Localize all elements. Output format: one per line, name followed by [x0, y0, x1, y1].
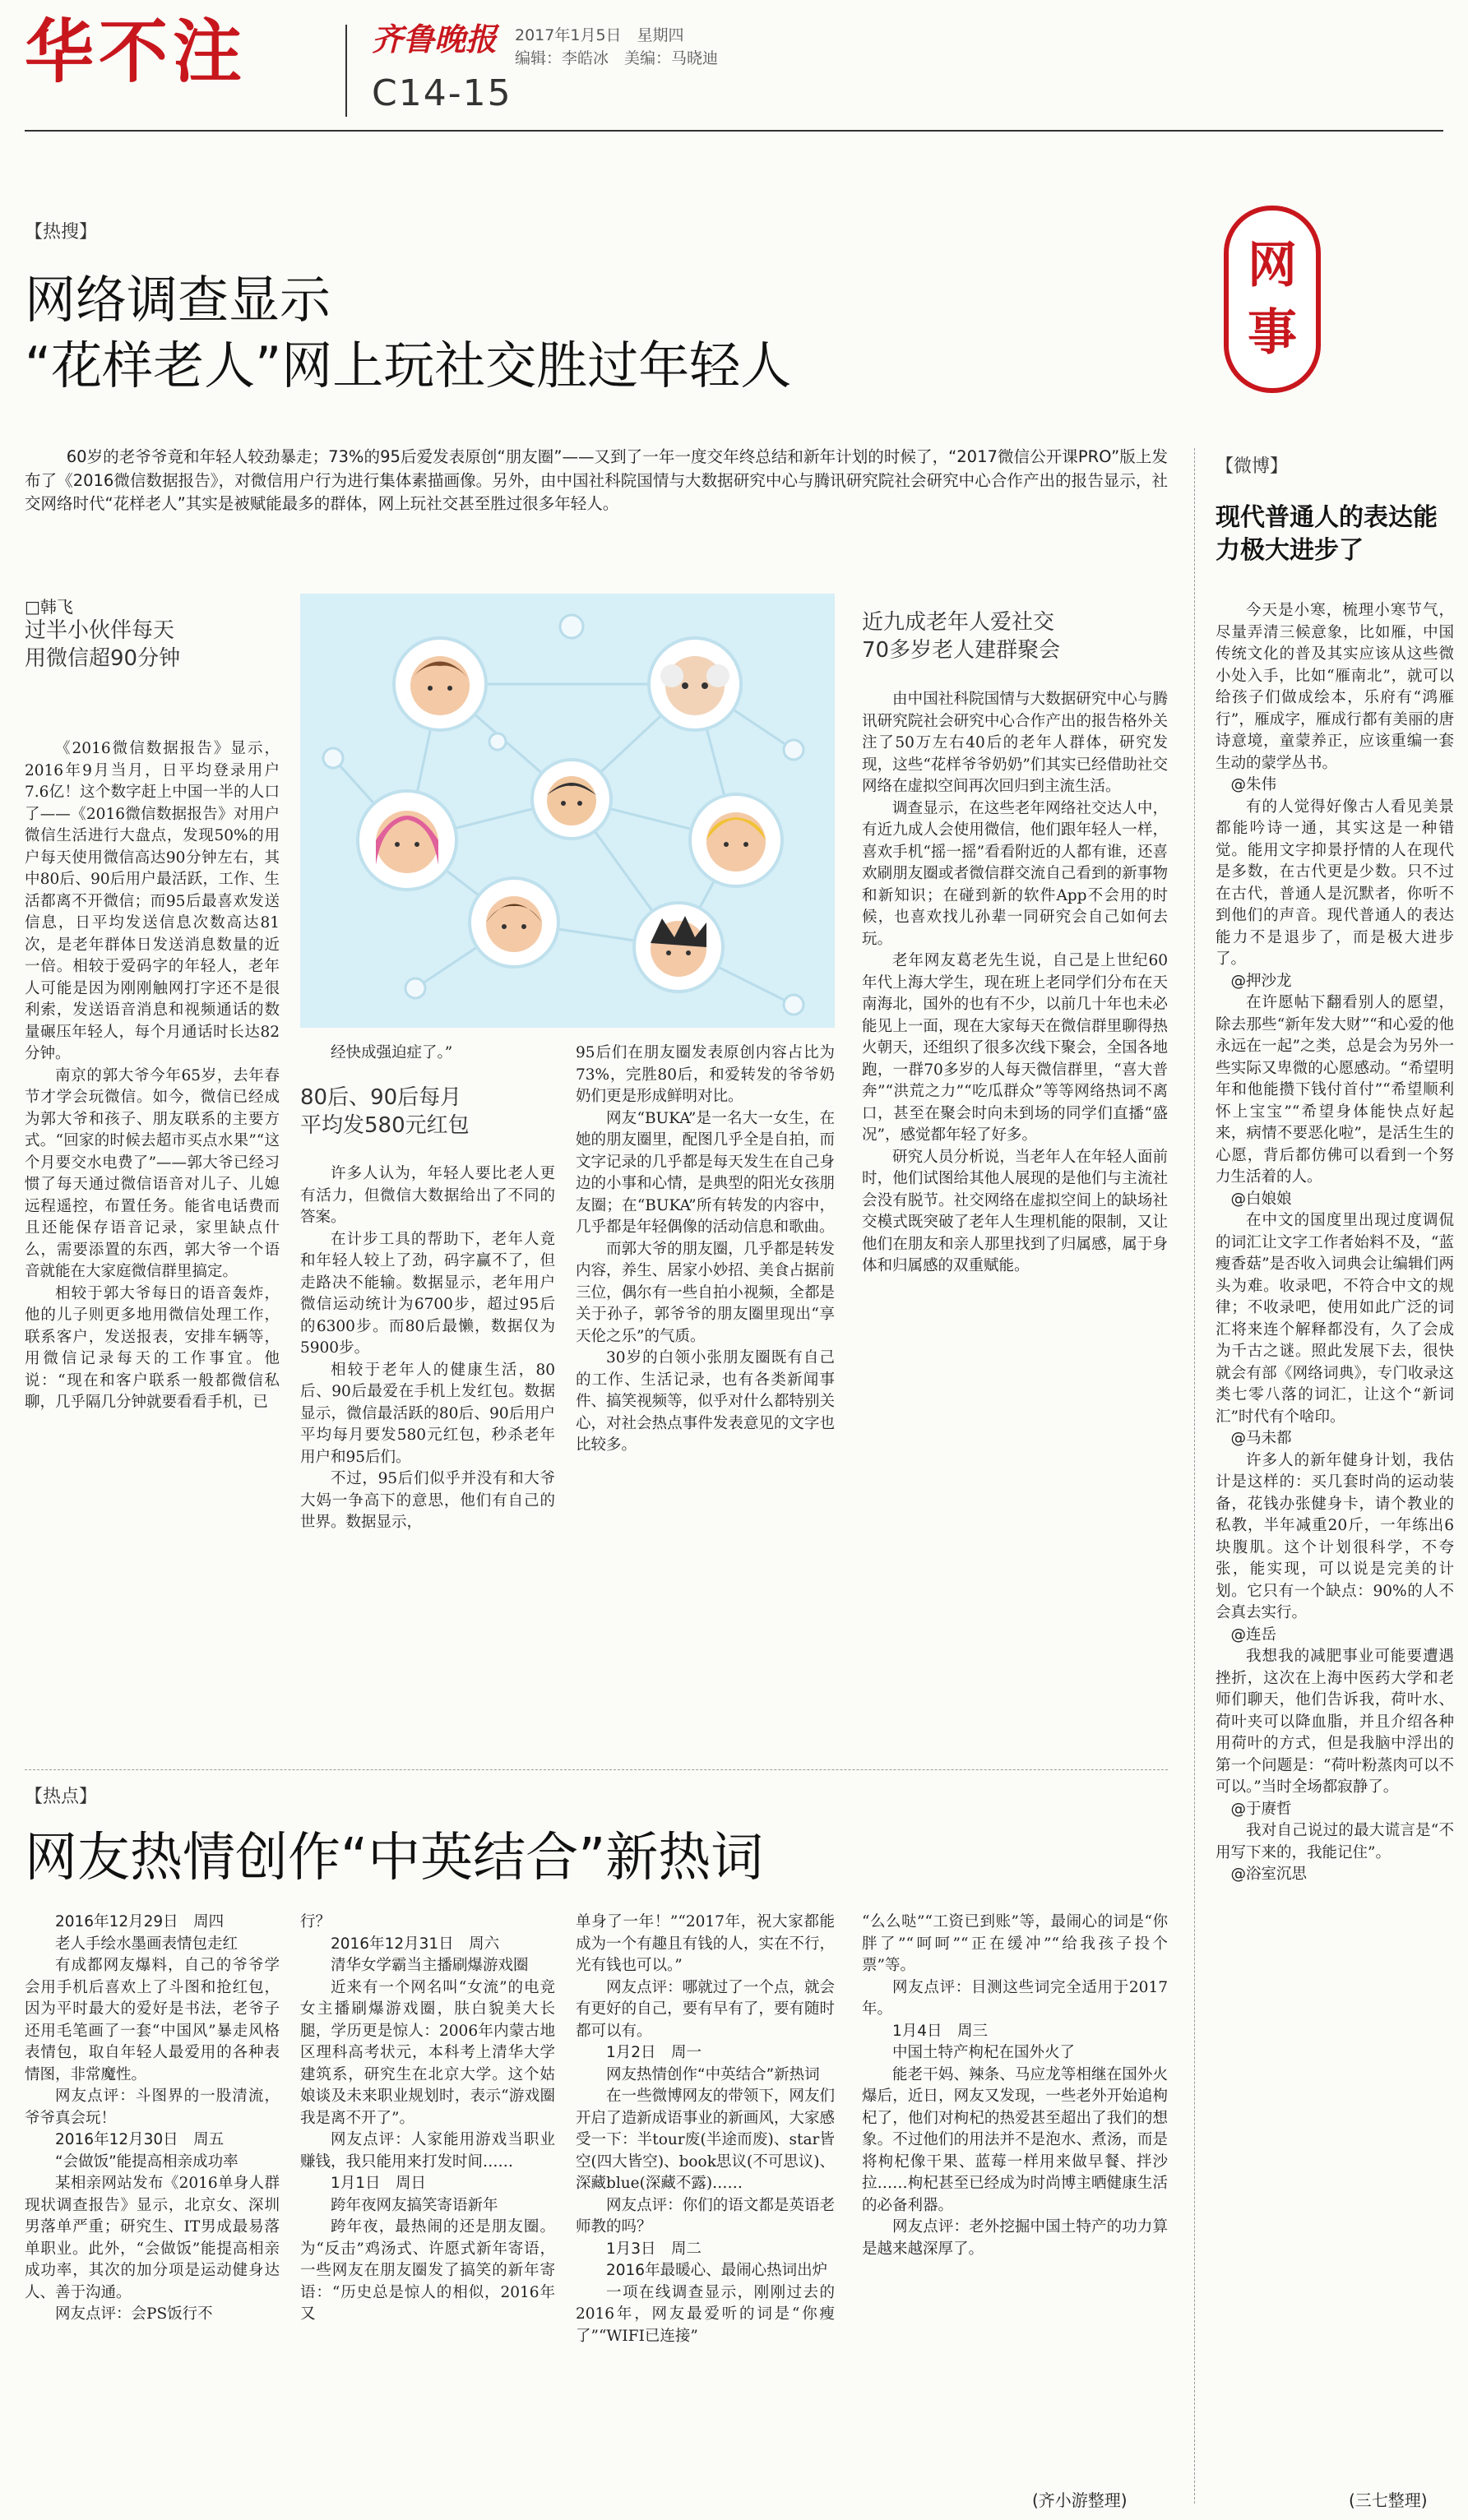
- item-headline: 老人手绘水墨画表情包走红: [55, 1935, 238, 1953]
- item-headline: 中国土特产枸杞在国外火了: [892, 2044, 1076, 2061]
- item-headline: 2016年最暖心、最闹心热词出炉: [606, 2262, 828, 2279]
- paragraph: 网友点评：哪就过了一个点，就会有更好的自己，要有早有了，要有随时都可以有。: [576, 1978, 835, 2040]
- paragraph: 许多人认为，年轻人要比老人更有活力，但微信大数据给出了不同的答案。: [300, 1165, 555, 1226]
- article1-title-line1: 网络调查显示: [25, 270, 331, 330]
- paragraph: 网友点评：你们的语文都是英语老师教的吗？: [576, 2196, 835, 2236]
- article2-column-1: [25, 1912, 280, 2512]
- paragraph: 《2016微信数据报告》显示，2016年9月当月，日平均登录用户7.6亿！这个数字赶上中国一半的人口了——《2016微信数据报告》对用户微信生活进行大盘点，发现50%的用户每天使用微信高达90分钟左右，其中80后、90后用户最活跃，工作、生活都离不开微信；而95后最喜欢发送信息，日平均发送信息次数高达81次，是老年群体日发送消息数量的近一倍。相较于爱码字的年轻人，老年人可能是因为刚刚触网打字还不是很利索，发送语音消息和视频通话的数量碾压年轻人，每个月通话时长达82分钟。: [25, 740, 280, 1062]
- paragraph: 而郭大爷的朋友圈，几乎都是转发内容，养生、居家小妙招、美食占据前三位，偶尔有一些自拍小视频，全都是关于孙子，郭爷爷的朋友圈里现出“享天伦之乐”的气质。: [576, 1240, 835, 1345]
- paragraph: 行？: [300, 1913, 331, 1930]
- weibo-author: @押沙龙: [1230, 972, 1292, 990]
- paragraph: 相较于郭大爷每日的语音轰炸，他的儿子则更多地用微信处理工作，联系客户，发送报表，安排车辆等，用微信记录每天的工作事宜。他说：“现在和客户联系一般都微信私聊，几乎隔几分钟就要看看手机，已: [25, 1284, 280, 1411]
- article1-lead: 60岁的老爷爷竟和年轻人较劲暴走；73%的95后爱发表原创“朋友圈”——又到了一年一度交年终总结和新年计划的时候了，“2017微信公开课PRO”版上发布了《2016微信数据报告》，对微信用户行为进行集体素描画像。另外，由中国社科院国情与大数据研究中心与腾讯研究院社会研究中心合作产出的报告显示，社交网络时代“花样老人”其实是被赋能最多的群体，网上玩社交甚至胜过很多年轻人。: [25, 447, 1168, 513]
- paragraph: 单身了一年！”“2017年，祝大家都能成为一个有趣且有钱的人，实在不行，光有钱也可以。”: [576, 1913, 835, 1974]
- masthead-section-title: 华不注: [25, 12, 248, 92]
- paragraph: 老年网友葛老先生说，自己是上世纪60年代上海大学生，现在班上老同学们分布在天南海北，国外的也有不少，以前几十年也未必能见上一面，现在大家每天在微信群里聊得热火朝天，还组织了很多次线下聚会，全国各地跑，一群70多岁的人每天微信群里，“喜大普奔”“洪荒之力”“吃瓜群众”等等网络热词不离口，甚至在聚会时向未到场的同学们直播“盛况”，感觉都年轻了好多。: [862, 952, 1168, 1144]
- item-headline: 清华女学霸当主播刷爆游戏圈: [331, 1957, 529, 1974]
- paragraph: 95后们在朋友圈发表原创内容占比为73%，完胜80后，和爱转发的爷爷奶奶们更是形成鲜明对比。: [576, 1044, 835, 1105]
- article2-column-4: [862, 1912, 1168, 2479]
- paragraph: 一项在线调查显示，刚刚过去的2016年，网友最爱听的词是“你瘦了”“WIFI已连接”: [576, 2283, 835, 2345]
- weibo-post: 今天是小寒，梳理小寒节气，尽量弄清三候意象，比如雁，中国传统文化的普及其实应该从这些微小处入手，比如“雁南北”，就可以给孩子们做成绘本，乐府有“鸿雁行”，雁成字，雁成行都有美丽的唐诗意境，童蒙养正，应该重编一套生动的蒙学丛书。: [1216, 602, 1454, 772]
- article1-byline: □韩飞: [25, 597, 73, 617]
- paragraph: 某相亲网站发布《2016单身人群现状调查报告》显示，北京女、深圳男落单严重；研究生、IT男成最易落单职业。此外，“会做饭”能提高相亲成功率，其次的加分项是运动健身达人、善于沟通。: [25, 2175, 280, 2301]
- paragraph: 调查显示，在这些老年网络社交达人中，有近九成人会使用微信，他们跟年轻人一样，喜欢手机“摇一摇”看看附近的人都有谁，还喜欢刷朋友圈或者微信群交流自己看到的新事物和新知识；在碰到新的软件App不会用的时候，也喜欢找儿孙辈一同研究会自己如何去玩。: [862, 799, 1168, 948]
- weibo-author: @连岳: [1230, 1625, 1277, 1644]
- article2-column-3: [576, 1912, 835, 2512]
- weibo-credit: (三七整理): [1349, 2490, 1428, 2510]
- article2-column-2: [300, 1912, 555, 2512]
- masthead-divider: [345, 25, 347, 117]
- paragraph: 南京的郭大爷今年65岁，去年春节才学会玩微信。如今，微信已经成为郭大爷和孩子、朋友联系的主要方式。“回家的时候去超市买点水果”“这个月要交水电费了”——郭大爷已经习惯了每天通过微信语音对儿子、儿媳远程遥控，布置任务。能省电话费而且还能保存语音记录，家里缺点什么，需要添置的东西，郭大爷一个语音就能在大家庭微信群里搞定。: [25, 1066, 280, 1280]
- article1-column-1: [25, 738, 280, 1755]
- weibo-post: 有的人觉得好像古人看见美景都能吟诗一通，其实这是一种错觉。能用文字抑景抒情的人在现代是多数，在古代更是少数。只不过在古代，普通人是沉默者，你听不到他们的声音。现代普通人的表达能力不是退步了，而是极大进步了。: [1216, 798, 1454, 968]
- paragraph: 不过，95后们似乎并没有和大爷大妈一争高下的意思，他们有自己的世界。数据显示，: [300, 1470, 555, 1531]
- article1-column-2: [300, 1043, 555, 1084]
- masthead-date: 2017年1月5日 星期四: [515, 26, 684, 44]
- masthead-paper-name: 齐鲁晚报: [372, 21, 498, 58]
- weibo-post: 许多人的新年健身计划，我估计是这样的：买几套时尚的运动装备，花钱办张健身卡，请个教业的私教，半年减重20斤，一年练出6块腹肌。这个计划很科学，不夸张，能实现，可以说是完美的计划。它只有一个缺点：90%的人不会真去实行。: [1216, 1451, 1454, 1621]
- weibo-author: @于赓哲: [1230, 1800, 1292, 1818]
- masthead-editors: 编辑：李皓冰 美编：马晓迪: [515, 49, 719, 67]
- network-graphic: [300, 594, 835, 1028]
- item-date: 1月4日 周三: [892, 2022, 989, 2040]
- weibo-post: 在许愿帖下翻看别人的愿望，除去那些“新年发大财”“和心爱的他永远在一起”之类，总是会为另外一些实际又卑微的心愿感动。“希望明年和他能攒下钱付首付”“希望顺利怀上宝宝”“希望身体能快点好起来，病情不要恶化啦”，是活生生的心愿，背后都仿佛可以看到一个努力生活着的人。: [1216, 994, 1454, 1186]
- article1-column-3: [576, 1043, 835, 1756]
- article1-tag: 【热搜】: [25, 222, 98, 243]
- article2-tag: 【热点】: [25, 1787, 98, 1807]
- weibo-tag: 【微博】: [1216, 456, 1289, 477]
- weibo-post: 我对自己说过的最大谎言是“不用写下来的，我能记住”。: [1216, 1822, 1454, 1861]
- article1-subhead-2: 80后、90后每月 平均发580元红包: [300, 1085, 470, 1138]
- paragraph: “么么哒”“工资已到账”等，最闹心的词是“你胖了”“呵呵”“正在缓冲”“给我孩子投个票”等。: [862, 1913, 1168, 1974]
- article1-subhead-3: 近九成老年人爱社交 70多岁老人建群聚会: [862, 610, 1061, 663]
- paragraph: 有成都网友爆料，自己的爷爷学会用手机后喜欢上了斗图和抢红包，因为平时最大的爱好是书法，老爷子还用毛笔画了一套“中国风”暴走风格表情包，取自年轻人最爱用的各种表情图，非常魔性。: [25, 1957, 280, 2083]
- paragraph: 网友点评：人家能用游戏当职业赚钱，我只能用来打发时间……: [300, 2131, 555, 2171]
- item-date: 2016年12月30日 周五: [55, 2131, 225, 2148]
- item-headline: 跨年夜网友搞笑寄语新年: [331, 2196, 498, 2214]
- article1-subhead-1: 过半小伙伴每天 用微信超90分钟: [25, 618, 181, 671]
- paragraph: 网友“BUKA”是一名大一女生，在她的朋友圈里，配图几乎全是自拍，而文字记录的几乎都是每天发生在自己身边的小事和心情，是典型的阳光女孩朋友圈；在“BUKA”所有转发的内容中，几乎都是年轻偶像的活动信息和歌曲。: [576, 1109, 835, 1236]
- masthead-rule: [25, 130, 1443, 132]
- weibo-post: 我想我的减肥事业可能要遭遇挫折，这次在上海中医药大学和老师们聊天，他们告诉我，荷叶水、荷叶夹可以降血脂，并且介绍各种用荷叶的方式，但是我脑中浮出的第一个问题是：“荷叶粉蒸肉可以不可以。”当时全场都寂静了。: [1216, 1648, 1454, 1796]
- right-column-divider: [1194, 448, 1195, 2504]
- paragraph: 能老干妈、辣条、马应龙等相继在国外火爆后，近日，网友又发现，一些老外开始追枸杞了，他们对枸杞的热爱甚至超出了我们的想象。不过他们的用法并不是泡水、煮汤，而是将枸杞像干果、蓝莓一样用来做早餐、拌沙拉……枸杞甚至已经成为时尚博主晒健康生活的必备利器。: [862, 2065, 1168, 2214]
- social-network-illustration: [300, 594, 835, 1028]
- item-date: 2016年12月31日 周六: [331, 1935, 500, 1953]
- side-badge-char: 事: [1248, 304, 1297, 362]
- weibo-post: 在中文的国度里出现过度调侃的词汇让文字工作者始料不及，“蓝瘦香菇”是否收入词典会让编辑们两头为难。收录吧，不符合中文的规律；不收录吧，使用如此广泛的词汇将来连个解释都没有，久了会成为千古之谜。照此发展下去，很快就会有部《网络词典》，专门收录这类七零八落的词汇，让这个“新词汇”时代有个啥印。: [1216, 1212, 1454, 1426]
- weibo-title: 现代普通人的表达能力极大进步了: [1216, 503, 1438, 565]
- weibo-author: @马未都: [1230, 1430, 1292, 1447]
- item-date: 1月1日 周日: [331, 2175, 427, 2192]
- item-headline: 网友热情创作“中英结合”新热词: [606, 2065, 820, 2083]
- side-badge-char: 网: [1248, 237, 1297, 294]
- masthead-page-number: C14-15: [372, 72, 512, 114]
- paragraph: 近来有一个网名叫“女流”的电竞女主播刷爆游戏圈，肤白貌美大长腿，学历更是惊人：2006年内蒙古地区理科高考状元，本科考上清华大学建筑系，研究生在北京大学。这个姑娘谈及未来职业规划时，表示“游戏圈我是离不开了”。: [300, 1978, 555, 2127]
- section-separator: [25, 1769, 1168, 1770]
- item-date: 1月3日 周二: [606, 2240, 702, 2258]
- paragraph: 30岁的白领小张朋友圈既有自己的工作、生活记录，也有各类新闻事件、搞笑视频等，似乎对什么都特别关心，对社会热点事件发表意见的文字也比较多。: [576, 1349, 835, 1454]
- item-headline: “会做饭”能提高相亲成功率: [55, 2152, 238, 2171]
- paragraph: 网友点评：会PS饭行不: [55, 2305, 213, 2323]
- paragraph: 跨年夜，最热闹的还是朋友圈。为“反击”鸡汤式、许愿式新年寄语，一些网友在朋友圈发了搞笑的新年寄语：“历史总是惊人的相似，2016年又: [300, 2218, 555, 2323]
- weibo-author: @白娘娘: [1230, 1190, 1292, 1208]
- paragraph: 由中国社科院国情与大数据研究中心与腾讯研究院社会研究中心合作产出的报告格外关注了50万左右40后的老年人群体，研究发现，这些“花样爷爷奶奶”们其实已经借助社交网络在虚拟空间再次回归到主流生活。: [862, 691, 1168, 795]
- item-date: 1月2日 周一: [606, 2044, 702, 2061]
- paragraph: 研究人员分析说，当老年人在年轻人面前时，他们试图给其他人展现的是他们与主流社会没有脱节。社交网络在虚拟空间上的缺场社交模式既突破了老年人生理机能的限制，又让他们在朋友和亲人那里找到了归属感，属于身体和归属感的双重赋能。: [862, 1148, 1168, 1274]
- article1-title-line2: “花样老人”网上玩社交胜过年轻人: [25, 335, 792, 395]
- paragraph: 经快成强迫症了。”: [331, 1044, 453, 1061]
- weibo-author: @朱伟: [1230, 776, 1277, 793]
- paragraph: 网友点评：目测这些词完全适用于2017年。: [862, 1978, 1168, 2018]
- side-badge: [1224, 206, 1321, 393]
- paragraph: 在一些微博网友的带领下，网友们开启了造新成语事业的新画风，大家感受一下：半tour废(半途而废)、star皆空(四大皆空)、book思议(不可思议)、深藏blue(深藏不露)……: [576, 2088, 835, 2192]
- article2-title: 网友热情创作“中英结合”新热词: [25, 1828, 764, 1889]
- article1-column-4: [862, 689, 1168, 1756]
- weibo-author: @浴室沉思: [1230, 1866, 1308, 1883]
- paragraph: 在计步工具的帮助下，老年人竟和年轻人较上了劲，码字赢不了，但走路决不能输。数据显示，老年用户微信运动统计为6700步，超过95后的6300步。而80后最懒，数据仅为5900步。: [300, 1230, 555, 1357]
- weibo-posts: [1216, 600, 1454, 2483]
- paragraph: 网友点评：斗图界的一股清流，爷爷真会玩！: [25, 2088, 280, 2127]
- item-date: 2016年12月29日 周四: [55, 1913, 225, 1930]
- paragraph: 网友点评：老外挖掘中国土特产的功力算是越来越深厚了。: [862, 2218, 1168, 2258]
- paragraph: 相较于老年人的健康生活，80后、90后最爱在手机上发红包。数据显示，微信最活跃的80后、90后用户平均每月要发580元红包，秒杀老年用户和95后们。: [300, 1361, 555, 1466]
- article1-column-2b: [300, 1163, 555, 1755]
- article2-credit: (齐小游整理): [1032, 2490, 1128, 2510]
